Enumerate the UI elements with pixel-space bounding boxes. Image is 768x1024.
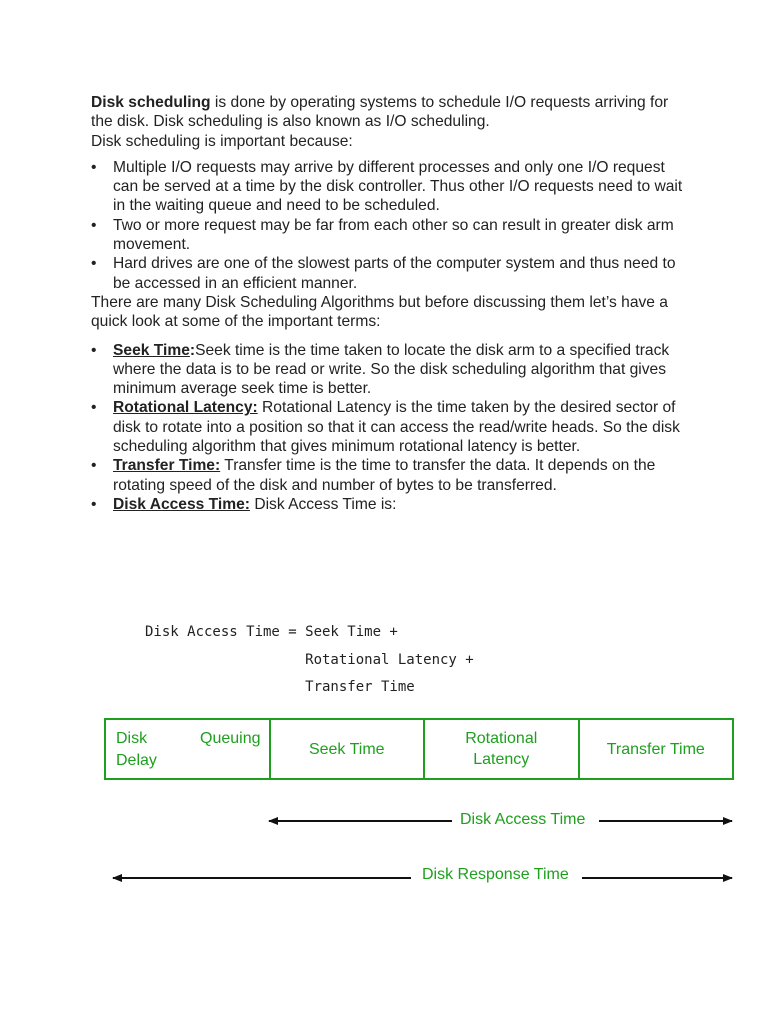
bullet-icon: • (91, 216, 97, 234)
bullet-icon: • (91, 341, 97, 359)
disk-response-time-label: Disk Response Time (422, 866, 569, 883)
term-text: Seek time is the time taken to locate the disk arm to a specified track where the data is to be read or write. So the disk scheduling algorithm that gives minimum average seek time is better. (113, 341, 670, 398)
cell-text: Seek Time (308, 740, 385, 758)
formula-line: Rotational Latency + (145, 651, 474, 668)
term-item (91, 398, 691, 456)
term-label: Disk Access Time: (113, 495, 250, 513)
list-item-text: Multiple I/O requests may arrive by different processes and only one I/O request can be served at a time by the disk controller. Thus other I/O requests need to wait in the waiting queue and need to be scheduled. (113, 158, 683, 215)
term-text: Rotational Latency is the time taken by the desired sector of disk to rotate into a position so that it can access the read/write heads. So the disk scheduling algorithm that gives minimum rotational latency is better. (113, 399, 680, 456)
bullet-icon: • (91, 399, 97, 417)
term-text: Transfer time is the time to transfer the data. It depends on the rotating speed of the disk and number of bytes to be transferred. (113, 457, 656, 494)
disk-access-time-label: Disk Access Time (460, 811, 586, 828)
bullet-icon: • (91, 158, 97, 176)
cell-text: Queuing (200, 730, 261, 747)
formula-line: Transfer Time (145, 679, 415, 695)
term-item (91, 495, 691, 514)
list-item (91, 216, 691, 255)
formula-line: Disk Access Time = Seek Time + (145, 624, 398, 640)
cell-text: Delay (116, 752, 157, 769)
bullet-icon: • (91, 255, 97, 273)
intro-bold: Disk scheduling (91, 94, 211, 111)
list-item-text: Hard drives are one of the slowest parts of the computer system and thus need to be accessed in an efficient manner. (113, 255, 676, 292)
disk-time-diagram (104, 718, 734, 898)
article-body (91, 93, 691, 514)
term-item (91, 341, 691, 399)
arrow-graphics (104, 718, 734, 898)
intro-text: is done by operating systems to schedule I/O requests arriving for the disk. Disk scheduling is also known as I/O scheduling. (91, 94, 669, 131)
list-item-text: Two or more request may be far from each other so can result in greater disk arm movement. (113, 216, 674, 254)
intro-line2: Disk scheduling is important because: (91, 132, 353, 150)
term-separator: : (189, 341, 196, 359)
bullet-icon: • (91, 495, 97, 513)
reasons-list (91, 158, 691, 293)
term-text: Disk Access Time is: (254, 495, 397, 513)
cell-text-line: Rotational (465, 730, 538, 747)
list-item (91, 254, 691, 293)
terms-intro: There are many Disk Scheduling Algorithms but before discussing them let’s have a quick look at some of the important terms: (91, 293, 668, 331)
cell-text: Disk (116, 730, 148, 747)
cell-text: Transfer Time (606, 740, 705, 758)
intro-paragraph (91, 93, 691, 151)
term-label: Seek Time (113, 341, 190, 359)
term-label: Transfer Time: (113, 457, 221, 475)
terms-list (91, 341, 691, 515)
term-item (91, 456, 691, 495)
list-item (91, 158, 691, 216)
cell-text-line: Latency (473, 751, 530, 768)
formula-block (145, 619, 474, 702)
term-label: Rotational Latency: (113, 399, 258, 417)
bullet-icon: • (91, 457, 97, 475)
